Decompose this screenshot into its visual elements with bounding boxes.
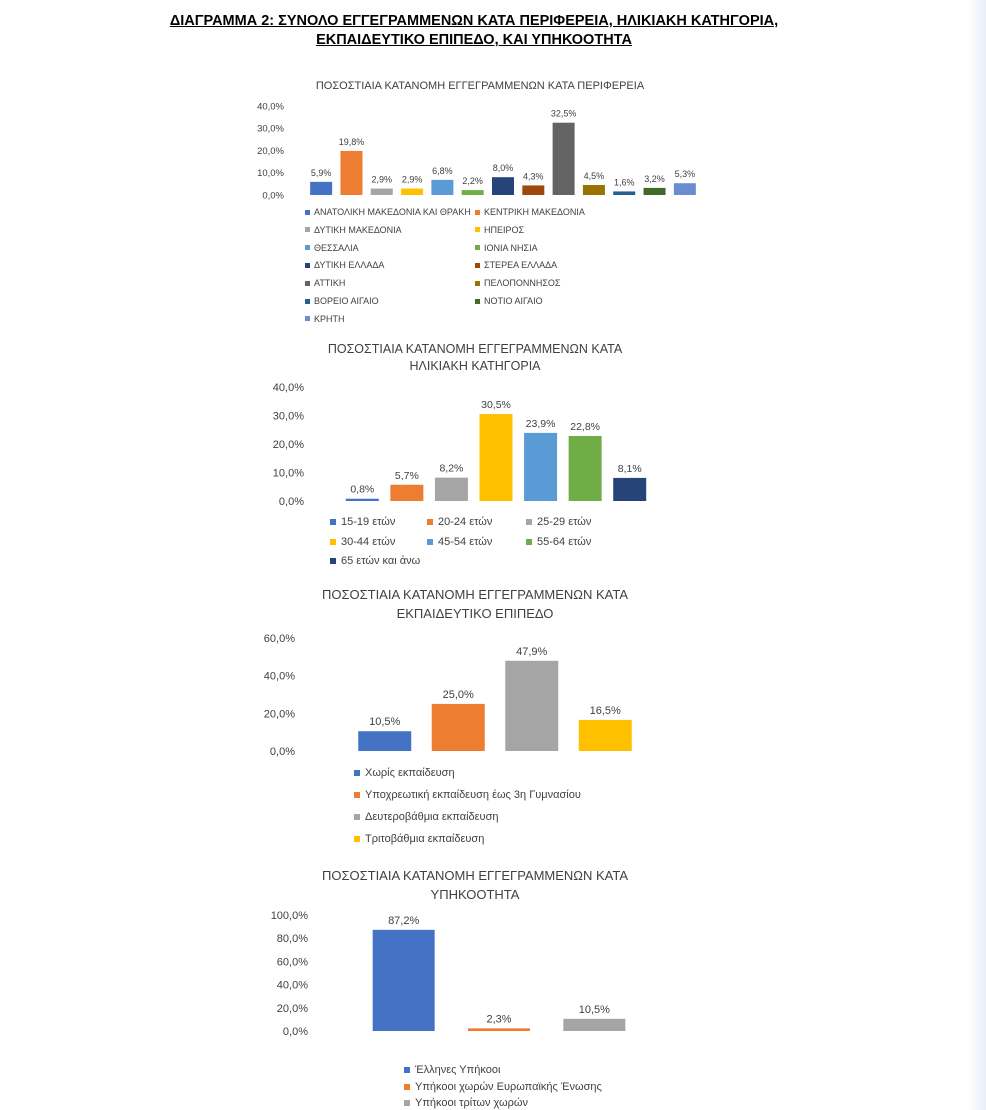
chart-4-bar [468,1028,530,1031]
chart-1-data-label: 32,5% [550,108,577,119]
chart-1-legend-swatch [305,245,310,250]
chart-1-legend-item [475,225,524,235]
chart-1-bar [553,123,575,195]
chart-2-legend-swatch [427,539,433,545]
chart-1-legend-label: ΠΕΛΟΠΟΝΝΗΣΟΣ [484,278,561,289]
chart-4-legend-swatch [404,1084,410,1090]
chart-1-legend-swatch [305,316,310,321]
chart-3-legend-swatch [354,836,360,842]
chart-1-legend-swatch [475,281,480,286]
chart-4-y-tick-label: 40,0% [276,979,308,992]
chart-3-bar [432,704,485,751]
page-title-line-1: ΔΙΑΓΡΑΜΜΑ 2: ΣΥΝΟΛΟ ΕΓΓΕΓΡΑΜΜΕΝΩΝ ΚΑΤΑ ΠΕΡΙΦΕΡΕΙΑ, ΗΛΙΚΙΑΚΗ ΚΑΤΗΓΟΡΙΑ, [169,13,779,29]
chart-1-data-label: 5,3% [674,169,696,180]
chart-1-legend-item [305,225,402,235]
chart-2-legend-swatch [427,519,433,525]
chart-3-data-label: 16,5% [589,704,621,717]
chart-3-legend-label: Τριτοβάθμια εκπαίδευση [365,833,485,845]
chart-3-title-line: ΕΚΠΑΙΔΕΥΤΙΚΟ ΕΠΙΠΕΔΟ [396,606,554,621]
chart-2-legend-item [330,536,395,548]
chart-3-legend-label: Δευτεροβάθμια εκπαίδευση [365,811,499,823]
chart-1-legend-label: ΘΕΣΣΑΛΙΑ [314,242,359,253]
chart-1-data-label: 4,3% [523,171,544,182]
chart-2-bar [569,436,602,501]
chart-1-bar [674,183,696,195]
chart-2-legend-item [330,555,420,567]
chart-1-legend-swatch [475,299,480,304]
chart-1-legend-swatch [475,245,480,250]
chart-4-legend-label: Έλληνες Υπήκοοι [415,1064,501,1076]
chart-2-legend-swatch [526,539,532,545]
chart-2-bar [346,499,379,501]
chart-1-legend-item [305,314,345,324]
chart-2-legend-item [330,516,395,528]
chart-1-legend-swatch [475,210,480,215]
chart-3-y-tick-label: 40,0% [263,670,295,683]
chart-3-y-tick-label: 0,0% [269,745,295,758]
chart-2-legend-item [526,516,591,528]
page-title-line-2: ΕΚΠΑΙΔΕΥΤΙΚΟ ΕΠΙΠΕΔΟ, ΚΑΙ ΥΠΗΚΟΟΤΗΤΑ [316,32,632,48]
chart-4-legend-item [404,1081,602,1093]
chart-4-legend-label: Υπήκοοι τρίτων χωρών [415,1097,528,1109]
chart-1-data-label: 1,6% [613,177,635,188]
chart-2-y-tick-label: 0,0% [278,495,304,508]
chart-2-legend-item [427,516,492,528]
chart-4-legend-swatch [404,1067,410,1073]
chart-1-legend-swatch [305,263,310,268]
chart-2-y-tick-label: 20,0% [272,438,304,451]
chart-2-legend-label: 25-29 ετών [537,516,592,528]
chart-1-data-label: 19,8% [338,136,365,147]
chart-4-data-label: 10,5% [578,1003,610,1016]
chart-3-legend-item [354,811,498,823]
chart-1-bar [522,185,544,195]
chart-1-data-label: 8,0% [492,163,514,174]
chart-4-bar [563,1019,625,1031]
chart-3-data-label: 10,5% [369,716,401,729]
chart-1-data-label: 6,8% [432,165,453,176]
chart-1-bar [644,188,666,195]
chart-1-y-tick-label: 10,0% [257,168,284,180]
chart-1-legend-item [475,260,557,270]
chart-1-legend-label: ΗΠΕΙΡΟΣ [484,224,525,235]
chart-4-y-tick-label: 100,0% [270,909,308,922]
chart-1-legend-label: ΚΕΝΤΡΙΚΗ ΜΑΚΕΔΟΝΙΑ [484,207,585,217]
chart-1-bar [310,182,332,195]
chart-1-data-label: 2,9% [401,174,423,185]
chart-1-y-tick-label: 40,0% [257,101,284,113]
chart-3-y-tick-label: 20,0% [263,708,295,721]
chart-1-bar [401,189,423,195]
chart-4-title-line: ΠΟΣΟΣΤΙΑΙΑ ΚΑΤΑΝΟΜΗ ΕΓΓΕΓΡΑΜΜΕΝΩΝ ΚΑΤΑ [321,868,629,883]
chart-4-plot [250,905,710,1040]
chart-4-title-line: ΥΠΗΚΟΟΤΗΤΑ [430,887,520,902]
chart-3-bar [505,661,558,751]
chart-1-legend-label: ΔΥΤΙΚΗ ΜΑΚΕΔΟΝΙΑ [314,224,402,235]
chart-2-bar [524,433,557,501]
chart-1-data-label: 4,5% [583,170,605,181]
chart-1-y-tick-label: 0,0% [262,190,284,202]
chart-2-data-label: 8,2% [439,462,464,475]
chart-2-legend-label: 20-24 ετών [438,516,493,528]
chart-1-legend-item [305,207,471,217]
chart-1-legend-item [305,260,384,270]
chart-2-title-line: ΗΛΙΚΙΑΚΗ ΚΑΤΗΓΟΡΙΑ [409,359,541,373]
chart-3-title-line: ΠΟΣΟΣΤΙΑΙΑ ΚΑΤΑΝΟΜΗ ΕΓΓΕΓΡΑΜΜΕΝΩΝ ΚΑΤΑ [321,587,629,602]
chart-2-data-label: 8,1% [617,462,642,475]
chart-3-legend-item [354,789,581,801]
chart-2-legend-label: 45-54 ετών [438,535,493,548]
chart-3-legend-label: Υποχρεωτική εκπαίδευση έως 3η Γυμνασίου [365,789,581,801]
chart-2-legend-swatch [330,558,336,564]
chart-3-bar [579,720,632,751]
chart-2-legend-item [526,536,591,548]
chart-3-legend-item [354,767,455,779]
chart-1-y-tick-label: 20,0% [257,145,284,157]
chart-1-legend-label: ΣΤΕΡΕΑ ΕΛΛΑΔΑ [484,260,558,271]
chart-4-bar [373,930,435,1031]
chart-1-legend-swatch [475,263,480,268]
chart-1-legend-item [475,278,560,288]
chart-1-legend-label: ΑΝΑΤΟΛΙΚΗ ΜΑΚΕΔΟΝΙΑ ΚΑΙ ΘΡΑΚΗ [314,207,471,217]
page-title [0,12,948,50]
chart-2-y-tick-label: 40,0% [272,381,304,394]
chart-3-legend-label: Χωρίς εκπαίδευση [365,767,455,779]
chart-2-data-label: 0,8% [350,483,375,496]
chart-1-data-label: 2,2% [462,176,483,187]
chart-3-legend-swatch [354,814,360,820]
chart-1-plot [250,100,710,200]
chart-2-bar [435,478,468,501]
chart-2-plot [250,375,710,510]
chart-1-bar [371,189,393,195]
page-edge-decoration [968,0,986,1110]
chart-2-bar [390,485,423,501]
chart-3-title [300,585,650,623]
chart-3-plot [250,630,710,760]
chart-1-legend-label: ΙΟΝΙΑ ΝΗΣΙΑ [484,242,538,253]
chart-1-legend-swatch [305,299,310,304]
chart-1-bar [583,185,605,195]
chart-1-bar [462,190,484,195]
chart-2-y-tick-label: 10,0% [272,467,304,480]
chart-2-legend-label: 15-19 ετών [341,516,396,528]
chart-1-legend-label: ΔΥΤΙΚΗ ΕΛΛΑΔΑ [314,260,385,271]
chart-1-bar [431,180,453,195]
chart-4-title [290,866,660,904]
chart-4-legend-item [404,1097,528,1109]
chart-2-title [300,341,650,375]
chart-2-bar [613,478,646,501]
chart-2-data-label: 30,5% [481,399,511,412]
chart-4-data-label: 87,2% [388,914,420,927]
chart-1-legend-item [475,243,538,253]
chart-1-bar [340,151,362,195]
chart-1-legend-label: ΚΡΗΤΗ [314,313,345,324]
chart-1-legend-item [475,296,543,306]
chart-2-legend-label: 65 ετών και άνω [341,555,421,567]
chart-1-data-label: 2,9% [371,174,393,185]
chart-2-data-label: 22,8% [570,421,601,434]
chart-4-legend-label: Υπήκοοι χωρών Ευρωπαϊκής Ένωσης [415,1080,602,1093]
chart-1-data-label: 3,2% [644,173,665,184]
chart-1-legend-item [475,207,585,217]
chart-2-legend-swatch [330,539,336,545]
chart-3-legend-swatch [354,792,360,798]
chart-3-bar [358,731,411,751]
chart-3-y-tick-label: 60,0% [263,632,295,645]
chart-2-data-label: 23,9% [525,417,556,430]
chart-2-title-line: ΠΟΣΟΣΤΙΑΙΑ ΚΑΤΑΝΟΜΗ ΕΓΓΕΓΡΑΜΜΕΝΩΝ ΚΑΤΑ [327,342,623,356]
chart-1-data-label: 5,9% [310,167,332,178]
chart-2-bar [480,414,513,501]
chart-1-legend-item [305,243,359,253]
chart-1-legend-label: ΝΟΤΙΟ ΑΙΓΑΙΟ [484,296,543,306]
chart-2-legend-swatch [330,519,336,525]
chart-4-y-tick-label: 0,0% [282,1025,308,1038]
chart-1-legend-swatch [475,227,480,232]
chart-4-y-tick-label: 80,0% [276,933,308,946]
chart-4-y-tick-label: 60,0% [276,956,308,969]
chart-4-legend-swatch [404,1100,410,1106]
chart-3-legend-swatch [354,770,360,776]
chart-2-legend-item [427,536,492,548]
chart-2-legend-swatch [526,519,532,525]
chart-1-title-line: ΠΟΣΟΣΤΙΑΙΑ ΚΑΤΑΝΟΜΗ ΕΓΓΕΓΡΑΜΜΕΝΩΝ ΚΑΤΑ ΠΕΡΙΦΕΡΕΙΑ [315,80,645,92]
chart-2-data-label: 5,7% [394,469,419,482]
chart-2-y-tick-label: 30,0% [272,410,304,423]
chart-1-legend-label: ΑΤΤΙΚΗ [314,278,346,289]
chart-1-y-tick-label: 30,0% [257,123,284,135]
chart-3-data-label: 47,9% [516,645,548,658]
chart-1-legend-item [305,278,345,288]
chart-1-legend-swatch [305,210,310,215]
chart-4-legend-item [404,1064,500,1076]
chart-1-bar [613,191,635,195]
chart-1-title [250,79,710,94]
chart-1-legend-item [305,296,379,306]
chart-1-legend-swatch [305,227,310,232]
chart-1-legend-swatch [305,281,310,286]
chart-3-data-label: 25,0% [442,688,474,701]
chart-2-legend-label: 55-64 ετών [537,535,592,548]
chart-2-legend-label: 30-44 ετών [341,535,396,548]
chart-4-data-label: 2,3% [486,1013,512,1026]
chart-1-legend-label: ΒΟΡΕΙΟ ΑΙΓΑΙΟ [314,296,379,306]
chart-4-y-tick-label: 20,0% [276,1002,308,1015]
chart-3-legend-item [354,833,484,845]
chart-1-bar [492,177,514,195]
